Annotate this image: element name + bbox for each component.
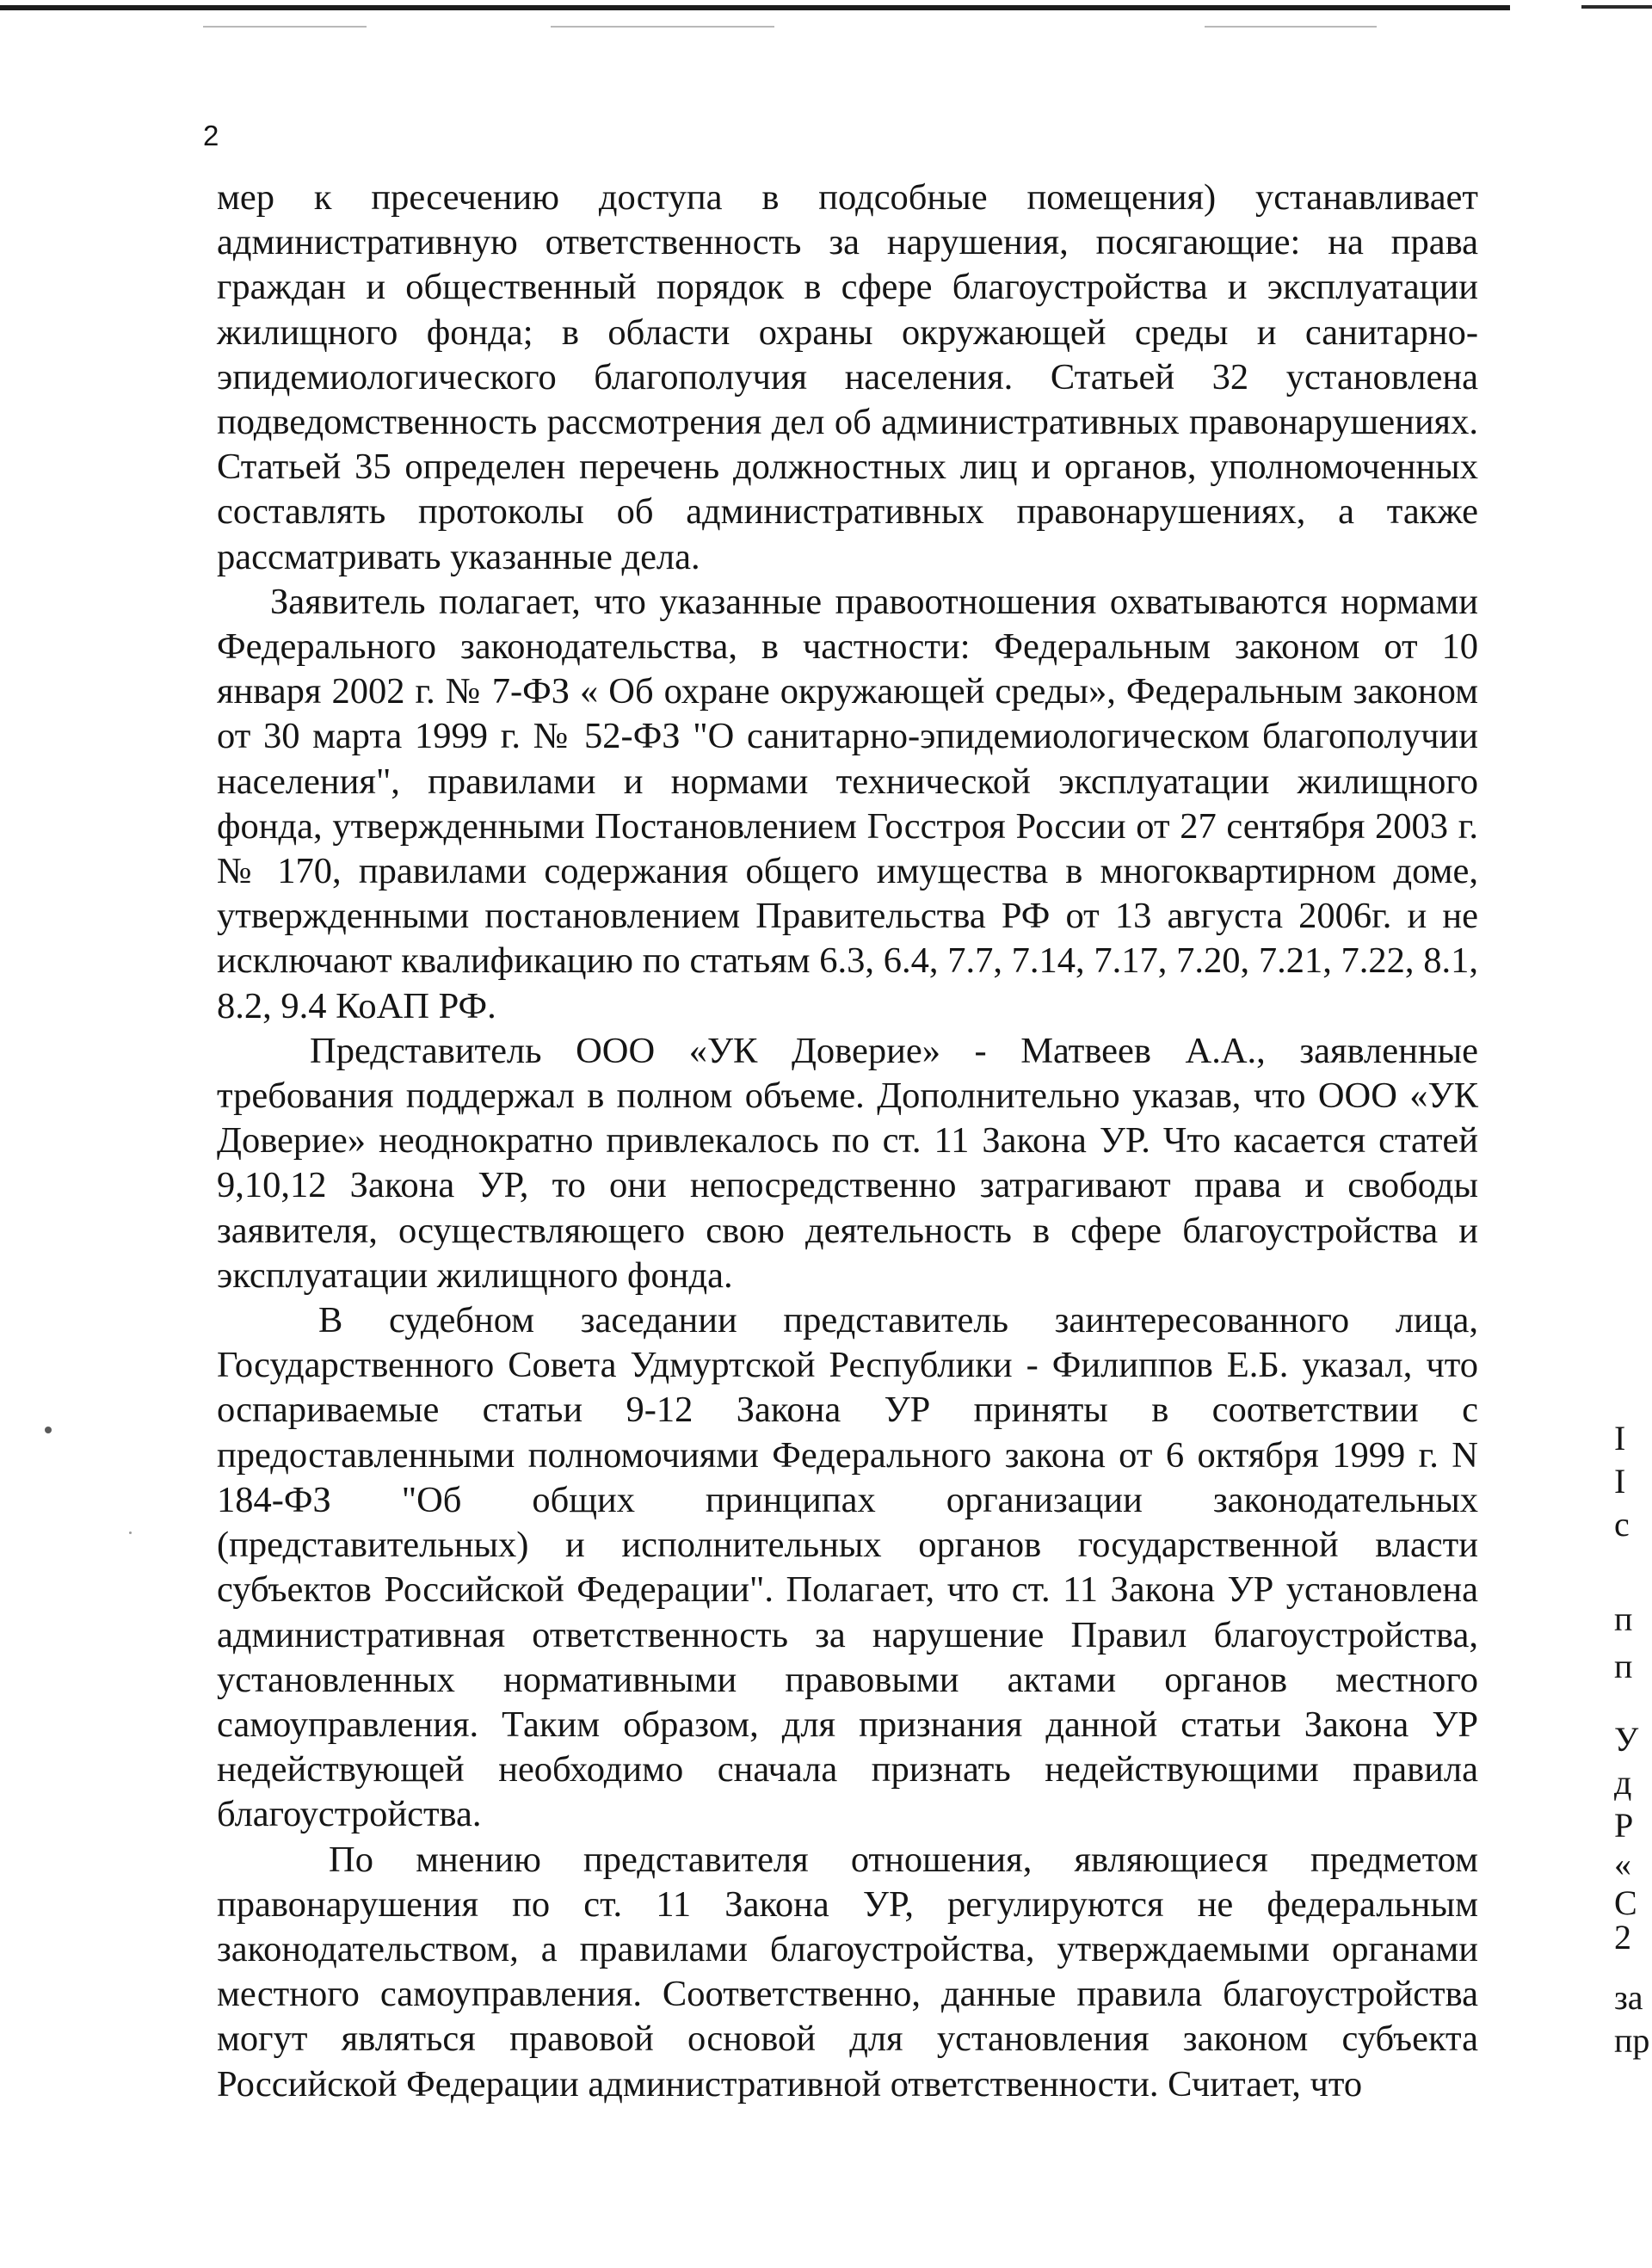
adjacent-page-fragment: I — [1614, 1462, 1626, 1501]
scan-border-top — [0, 5, 1510, 10]
adjacent-page-fragment: С — [1614, 1883, 1637, 1922]
adjacent-page-edge — [1607, 1377, 1652, 1979]
adjacent-page-fragment: д — [1614, 1763, 1632, 1802]
paragraph: Представитель ООО «УК Доверие» - Матвеев А.А., заявленные требования поддержал в полном объеме. Дополнительно указав, что ООО «УК Доверие» неоднократно привлекалось по ст. 11 Закона УР. Что касается статей 9,10,12 Закона УР, то они непосредственно затрагивают права и свободы заявителя, осуществляющего свою деятельность в сфере благоустройства и эксплуатации жилищного фонда. — [217, 1030, 1478, 1296]
paragraph: мер к пресечению доступа в подсобные помещения) устанавливает административную ответственность за нарушения, посягающие: на права граждан и общественный порядок в сфере благоустройства и эксплуатации жилищного фонда; в области охраны окружающей среды и санитарно-эпидемиологического благополучия населения. Статьей 32 установлена подведомственность рассмотрения дел об административных правонарушениях. Статьей 35 определен перечень должностных лиц и органов, уполномоченных составлять протоколы об административных правонарушениях, а также рассматривать указанные дела. — [217, 177, 1478, 577]
adjacent-page-fragment: п — [1614, 1647, 1633, 1686]
adjacent-page-fragment: Р — [1614, 1806, 1634, 1845]
adjacent-page-fragment: за — [1614, 1979, 1643, 2017]
adjacent-page-fragment: 2 — [1614, 1918, 1631, 1957]
document-body — [217, 176, 1478, 2107]
scan-border-top-right — [1581, 5, 1652, 9]
paragraph: В судебном заседании представитель заинтересованного лица, Государственного Совета Удмуртской Республики - Филиппов Е.Б. указал, что оспариваемые статьи 9-12 Закона УР приняты в соответствии с предоставленными полномочиями Федерального закона от 6 октября 1999 г. N 184-ФЗ "Об общих принципах организации законодательных (представительных) и исполнительных органов государственной власти субъектов Российской Федерации". Полагает, что ст. 11 Закона УР установлена административная ответственность за нарушение Правил благоустройства, установленных нормативными правовыми актами органов местного самоуправления. Таким образом, для признания данной статьи Закона УР недействующей необходимо сначала признать недействующими правила благоустройства. — [217, 1300, 1478, 1835]
adjacent-page-fragment: I — [1614, 1419, 1626, 1458]
adjacent-page-fragment: п — [1614, 1599, 1633, 1638]
adjacent-page-edge — [1607, 1979, 1652, 2108]
scan-speck — [45, 1427, 52, 1433]
scan-faint-line — [203, 26, 367, 28]
adjacent-page-fragment: « — [1614, 1845, 1631, 1883]
page-number: 2 — [203, 120, 219, 151]
scan-faint-line — [551, 26, 774, 28]
paragraph: По мнению представителя отношения, являющиеся предметом правонарушения по ст. 11 Закона УР, регулируются не федеральным законодательством, а правилами благоустройства, утверждаемыми органами местного самоуправления. Соответственно, данные правила благоустройства могут являться правовой основой для установления законом субъекта Российской Федерации административной ответственности. Считает, что — [217, 1839, 1478, 2105]
scan-faint-line — [1205, 26, 1377, 28]
adjacent-page-fragment: пр — [1614, 2021, 1650, 2060]
scan-speck — [129, 1532, 132, 1534]
adjacent-page-fragment: У — [1614, 1720, 1639, 1759]
adjacent-page-fragment: с — [1614, 1505, 1630, 1544]
paragraph: Заявитель полагает, что указанные правоотношения охватываются нормами Федерального законодательства, в частности: Федеральным законом от 10 января 2002 г. № 7-ФЗ « Об охране окружающей среды», Федеральным законом от 30 марта 1999 г. № 52-ФЗ "О санитарно-эпидемиологическом благополучии населения", правилами и нормами технической эксплуатации жилищного фонда, утвержденными Постановлением Госстроя России от 27 сентября 2003 г. № 170, правилами содержания общего имущества в многоквартирном доме, утвержденными постановлением Правительства РФ от 13 августа 2006г. и не исключают квалификацию по статьям 6.3, 6.4, 7.7, 7.14, 7.17, 7.20, 7.21, 7.22, 8.1, 8.2, 9.4 КоАП РФ. — [217, 581, 1478, 1026]
